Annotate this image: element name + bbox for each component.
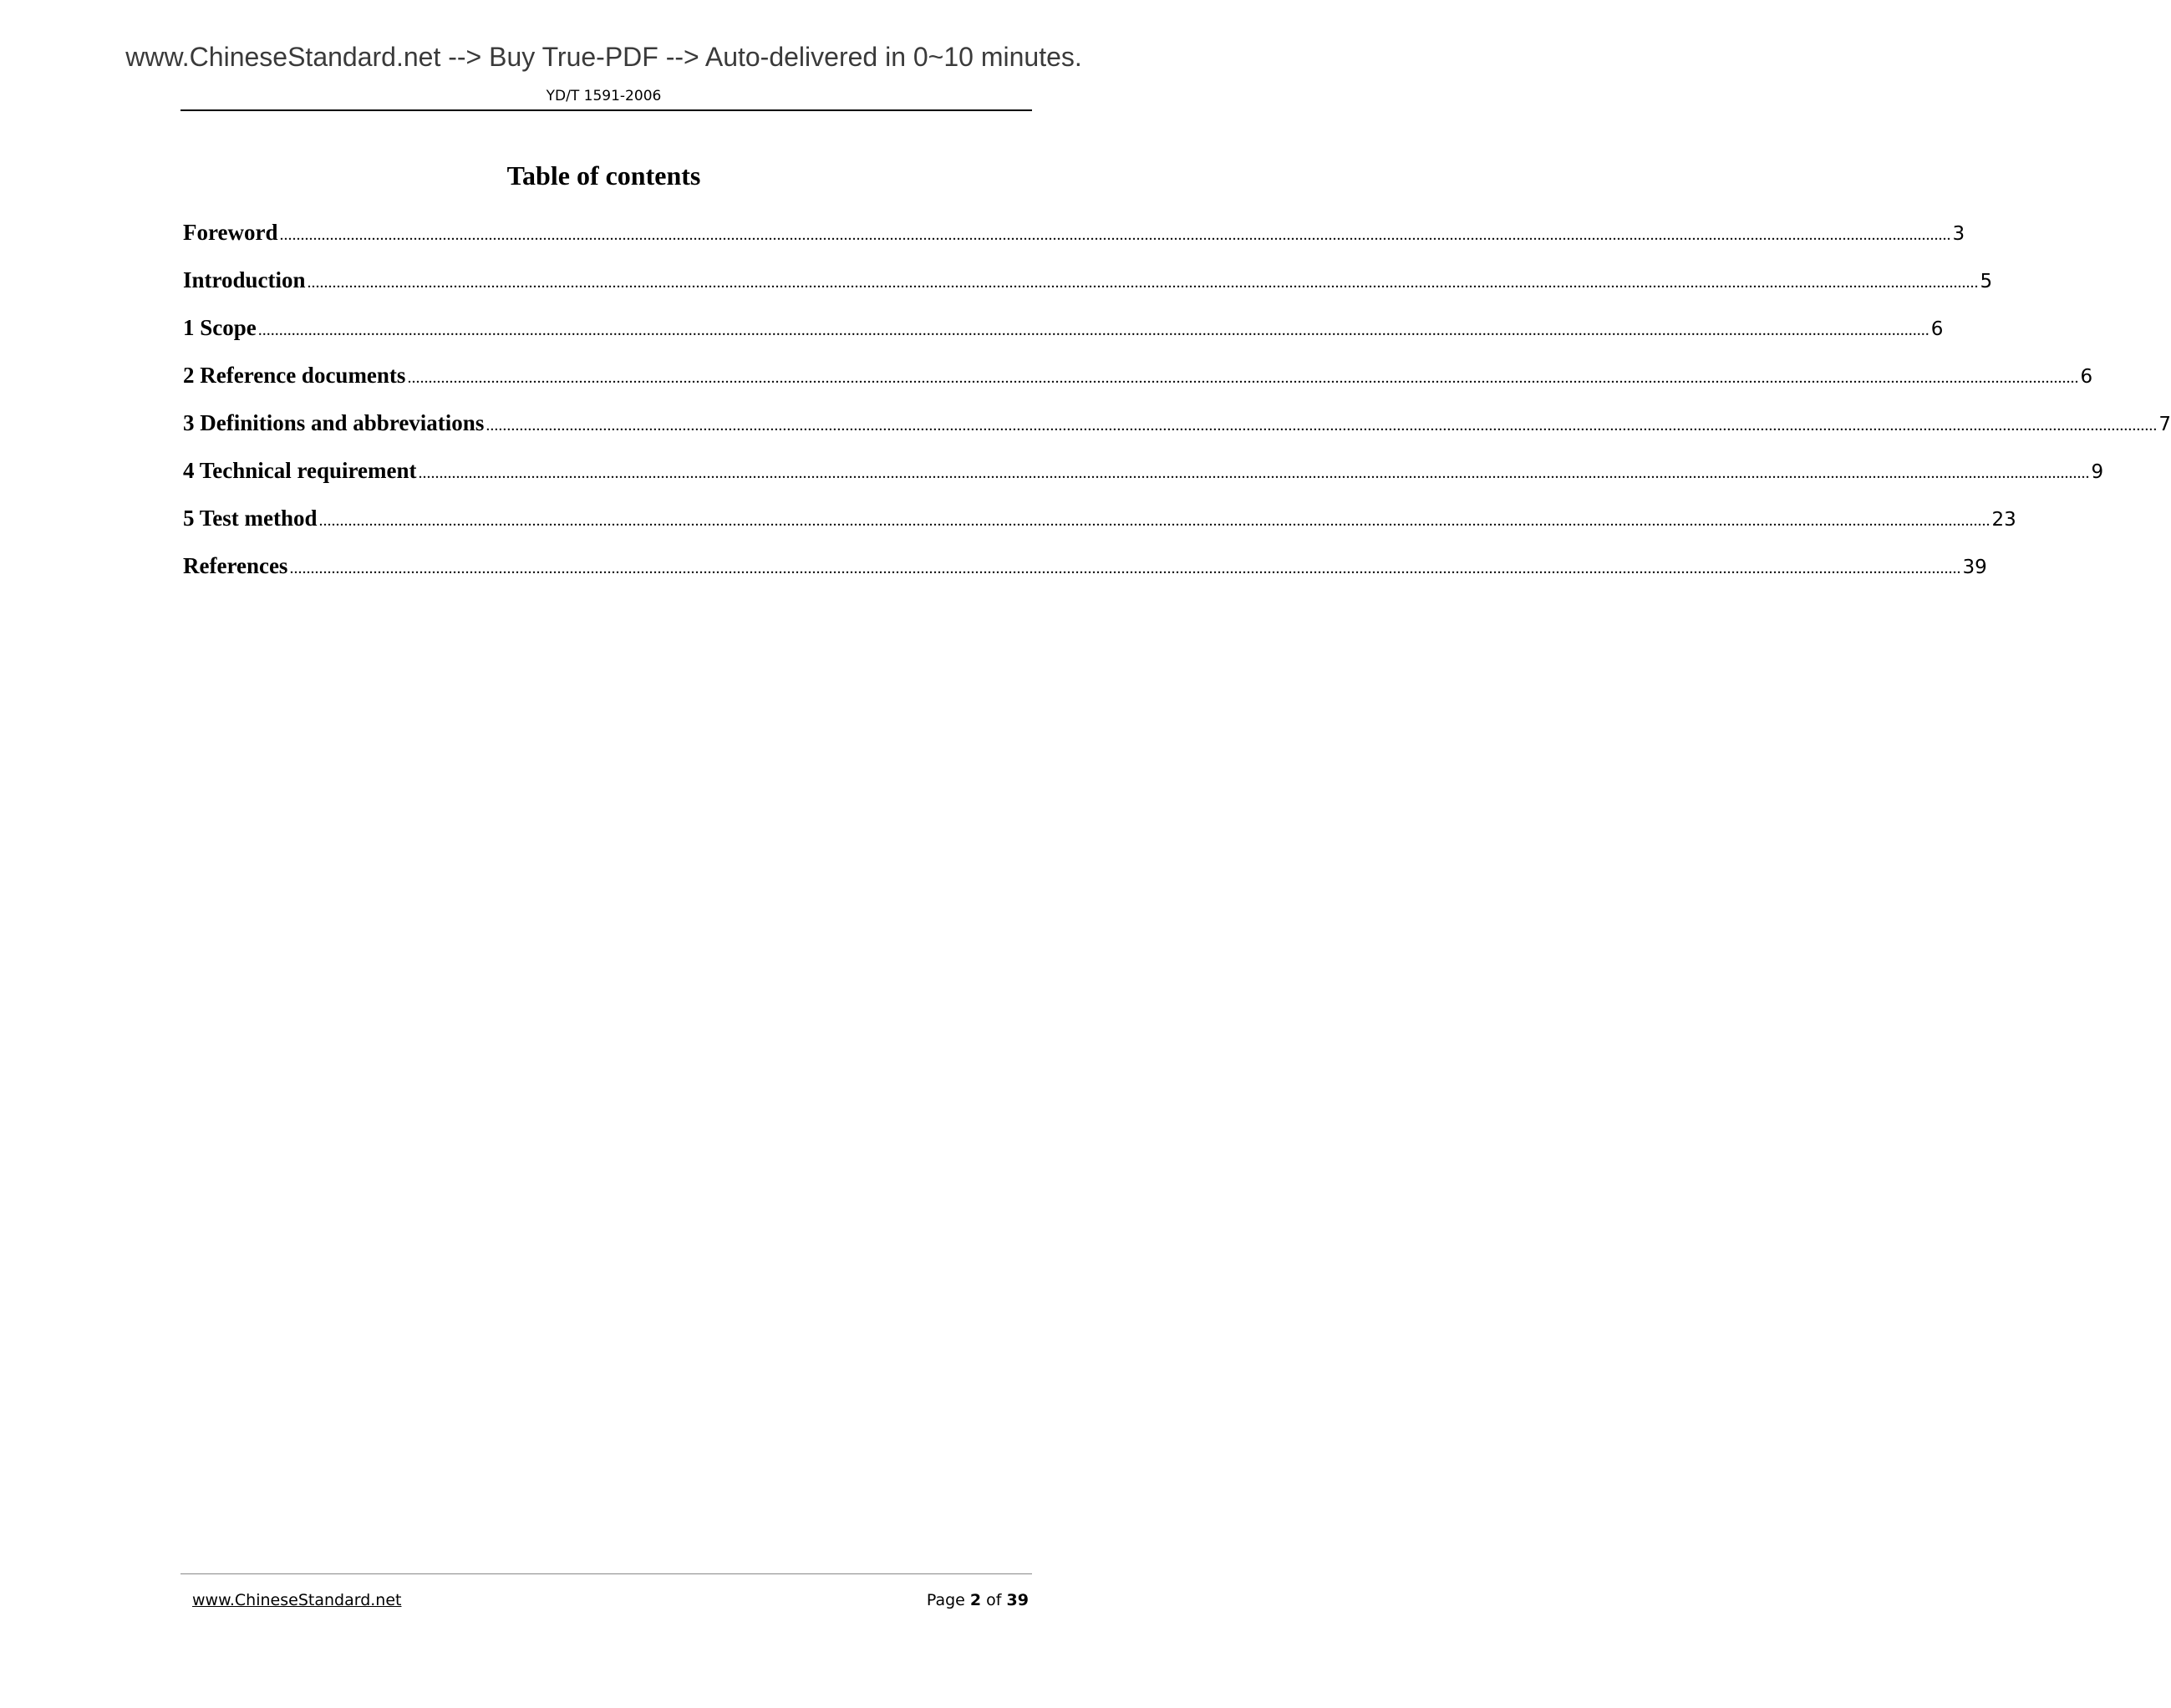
- toc-entry-page: 9: [2091, 461, 2104, 483]
- toc-dot-leader: ................................................................................................................................................................................................................................................................................................................................................................................................................: [407, 369, 2079, 387]
- toc-dot-leader: ................................................................................................................................................................................................................................................................................................................................................................................................................: [307, 273, 1979, 292]
- standard-code: YD/T 1591-2006: [546, 88, 662, 104]
- toc-entry-label: References: [183, 553, 288, 578]
- footer-website-link[interactable]: www.ChineseStandard.net: [192, 1591, 402, 1609]
- page-of: of: [986, 1591, 1002, 1609]
- toc-entry-page: 3: [1952, 223, 1965, 245]
- toc-entry-test-method[interactable]: [183, 505, 2016, 552]
- toc-entry-scope[interactable]: [183, 314, 1944, 362]
- toc-entry-label: 2 Reference documents: [183, 363, 406, 388]
- toc-entry-page: 6: [2080, 366, 2093, 388]
- toc-entry-foreword[interactable]: [183, 219, 1965, 267]
- toc-entry-label: 5 Test method: [183, 506, 318, 531]
- toc-entry-page: 7: [2158, 414, 2171, 435]
- page-current: 2: [969, 1591, 982, 1609]
- toc-dot-leader: ................................................................................................................................................................................................................................................................................................................................................................................................................: [486, 416, 2158, 435]
- toc-entry-reference-documents[interactable]: [183, 362, 2093, 409]
- toc-dot-leader: ................................................................................................................................................................................................................................................................................................................................................................................................................: [257, 321, 1929, 339]
- promo-banner: www.ChineseStandard.net --> Buy True-PDF --> Auto-delivered in 0~10 minutes.: [125, 42, 1082, 72]
- table-of-contents: [183, 219, 2171, 600]
- toc-entry-label: 4 Technical requirement: [183, 458, 417, 483]
- header-divider: [180, 109, 1032, 111]
- toc-entry-page: 39: [1962, 557, 1987, 578]
- toc-dot-leader: ................................................................................................................................................................................................................................................................................................................................................................................................................: [279, 226, 1951, 244]
- page-number: [927, 1593, 1029, 1609]
- page-prefix: Page: [926, 1591, 965, 1609]
- toc-entry-label: Introduction: [183, 267, 306, 292]
- toc-title: Table of contents: [506, 160, 701, 191]
- toc-entry-technical-requirement[interactable]: [183, 457, 2104, 505]
- toc-entry-label: 3 Definitions and abbreviations: [183, 410, 485, 435]
- toc-dot-leader: ................................................................................................................................................................................................................................................................................................................................................................................................................: [318, 511, 1991, 530]
- toc-entry-page: 6: [1930, 318, 1944, 340]
- toc-entry-label: Foreword: [183, 220, 278, 245]
- footer-divider: [180, 1573, 1032, 1574]
- toc-entry-references[interactable]: [183, 552, 1987, 600]
- toc-entry-introduction[interactable]: [183, 267, 1993, 314]
- toc-entry-page: 5: [1980, 271, 1993, 292]
- toc-entry-definitions[interactable]: [183, 409, 2171, 457]
- toc-dot-leader: ................................................................................................................................................................................................................................................................................................................................................................................................................: [418, 464, 2090, 482]
- toc-dot-leader: ................................................................................................................................................................................................................................................................................................................................................................................................................: [289, 559, 1961, 577]
- toc-entry-page: 23: [1991, 509, 2016, 531]
- toc-entry-label: 1 Scope: [183, 315, 257, 340]
- page-total: 39: [1006, 1591, 1029, 1609]
